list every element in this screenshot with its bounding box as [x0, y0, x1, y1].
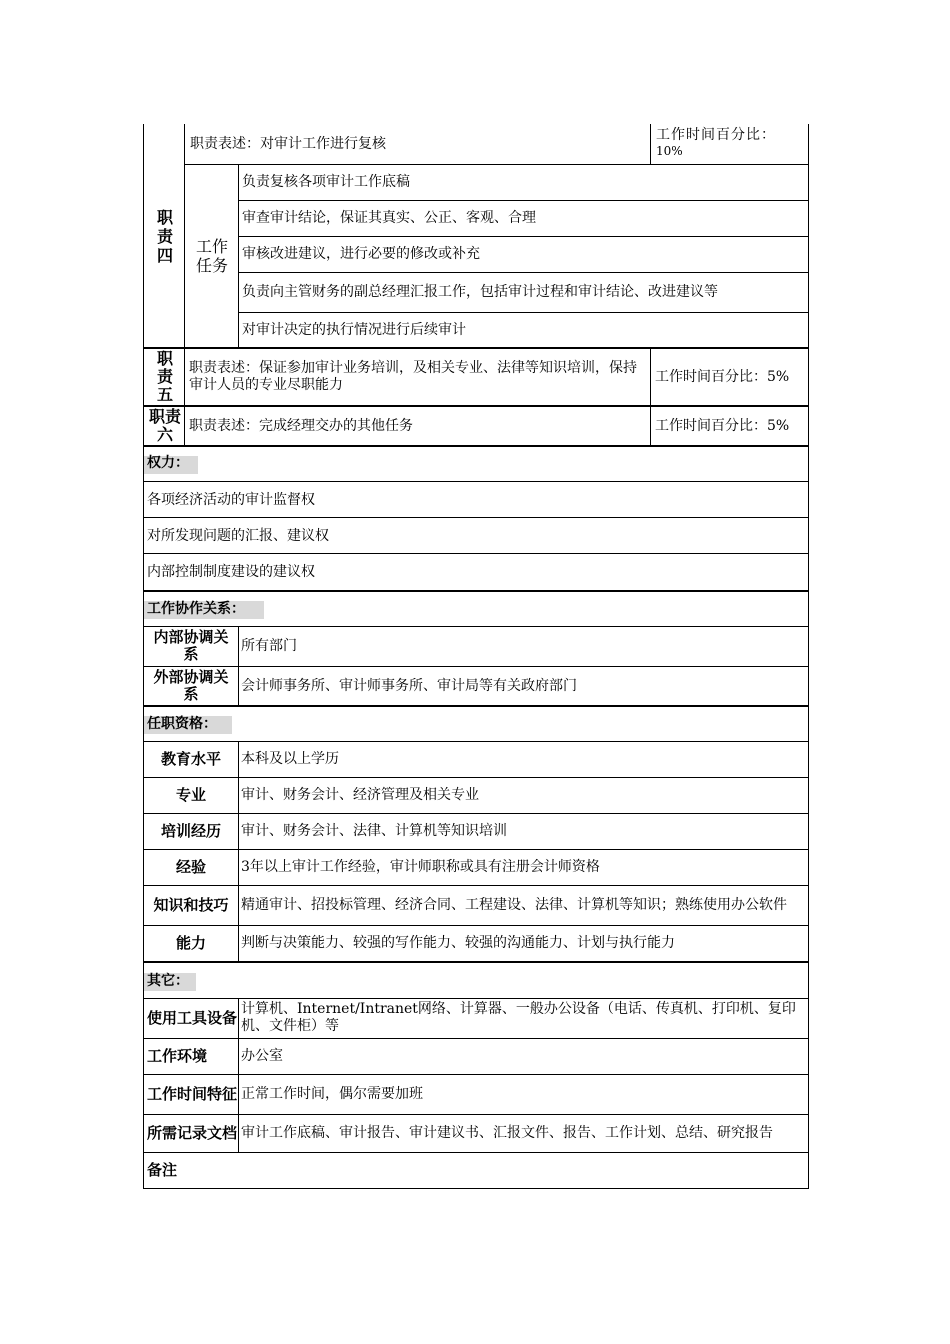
internal-relations-value: [238, 626, 808, 666]
qual-label-major: [144, 777, 238, 813]
qual-value-education-text: 本科及以上学历: [241, 750, 339, 767]
duty4-statement: [188, 124, 648, 164]
other-value-tools-text: 计算机、Internet/Intranet网络、计算器、一般办公设备（电话、传真机、打印机、复印机、文件柜）等: [241, 1001, 796, 1034]
other-label-tools: [144, 998, 238, 1038]
duty5-label-text: 职责五: [156, 349, 173, 404]
internal-relations-label-text: 内部协调关系: [153, 628, 229, 663]
qual-value-experience: [238, 849, 808, 885]
qual-label-ability: [144, 925, 238, 961]
qual-value-training: [238, 813, 808, 849]
authority-item-3-text: 内部控制制度建设的建议权: [147, 563, 315, 580]
duty5-time: [652, 348, 808, 406]
duty4-task-2: [240, 200, 806, 236]
duty4-time-value: 10%: [656, 144, 683, 158]
duty4-task-1-text: 负责复核各项审计工作底稿: [242, 173, 410, 190]
external-relations-label-text: 外部协调关系: [153, 668, 229, 703]
qual-label-experience-text: 经验: [175, 857, 206, 876]
other-label-documents: [144, 1114, 238, 1152]
other-value-worktime-text: 正常工作时间，偶尔需要加班: [241, 1085, 423, 1102]
qual-label-training: [144, 813, 238, 849]
other-label-worktime: [144, 1074, 238, 1114]
qualifications-title-text: 任职资格：: [147, 715, 217, 732]
other-title: [144, 964, 808, 998]
duty4-task-4: [240, 272, 806, 312]
authority-title: [144, 446, 808, 480]
duty4-task-3-text: 审核改进建议，进行必要的修改或补充: [242, 245, 480, 262]
duty5-statement: [186, 348, 650, 406]
qual-value-skills: [238, 885, 808, 925]
duty4-label: [148, 124, 182, 348]
duty4-statement-text: 职责表述：对审计工作进行复核: [190, 135, 386, 152]
duty6-label-text: 职责六: [148, 407, 181, 444]
external-relations-value-text: 会计师事务所、审计师事务所、审计局等有关政府部门: [241, 677, 577, 694]
qual-value-ability: [238, 925, 808, 961]
other-label-worktime-text: 工作时间特征: [147, 1084, 238, 1103]
qual-value-major-text: 审计、财务会计、经济管理及相关专业: [241, 786, 479, 803]
duty4-task-label-text: 工作任务: [196, 237, 229, 275]
relations-title-text: 工作协作关系：: [147, 600, 245, 617]
authority-item-2: [144, 518, 808, 554]
job-description-table: [143, 124, 809, 1189]
duty6-time: [652, 406, 808, 446]
duty6-time-text: 工作时间百分比：5%: [655, 417, 790, 434]
duty5-statement-text: 职责表述：保证参加审计业务培训，及相关专业、法律等知识培训，保持审计人员的专业尽职能力: [189, 360, 637, 393]
authority-item-1: [144, 482, 808, 518]
qual-label-education: [144, 741, 238, 777]
duty4-label-text: 职责四: [156, 207, 173, 265]
qualifications-title: [144, 707, 808, 741]
duty6-statement: [186, 406, 650, 446]
other-label-documents-text: 所需记录文档: [147, 1123, 238, 1142]
other-label-environment: [144, 1038, 238, 1074]
duty4-task-4-text: 负责向主管财务的副总经理汇报工作，包括审计过程和审计结论、改进建议等: [242, 283, 718, 300]
authority-title-text: 权力：: [147, 454, 189, 471]
authority-item-2-text: 对所发现问题的汇报、建议权: [147, 527, 329, 544]
duty4-task-label: [186, 164, 238, 348]
external-relations-label: [146, 666, 236, 706]
qual-label-skills: [144, 885, 238, 925]
other-value-worktime: [238, 1074, 808, 1114]
other-value-documents-text: 审计工作底稿、审计报告、审计建议书、汇报文件、报告、工作计划、总结、研究报告: [241, 1124, 773, 1141]
duty4-task-3: [240, 236, 806, 272]
other-value-environment: [238, 1038, 808, 1074]
internal-relations-label: [146, 626, 236, 666]
duty4-task-5-text: 对审计决定的执行情况进行后续审计: [242, 321, 466, 338]
authority-item-3: [144, 554, 808, 590]
duty4-task-2-text: 审查审计结论，保证其真实、公正、客观、合理: [242, 209, 536, 226]
qual-label-training-text: 培训经历: [160, 821, 221, 840]
relations-title: [144, 592, 808, 626]
duty4-task-1: [240, 164, 806, 200]
other-value-documents: [238, 1114, 808, 1152]
other-value-environment-text: 办公室: [241, 1047, 283, 1064]
authority-item-1-text: 各项经济活动的审计监督权: [147, 491, 315, 508]
duty6-statement-text: 职责表述：完成经理交办的其他任务: [189, 417, 413, 434]
qual-value-skills-text: 精通审计、招投标管理、经济合同、工程建设、法律、计算机等知识；熟练使用办公软件: [241, 896, 787, 913]
qual-value-education: [238, 741, 808, 777]
external-relations-value: [238, 666, 808, 706]
remarks-title: [144, 1152, 808, 1188]
other-label-environment-text: 工作环境: [147, 1046, 208, 1065]
duty4-time-label: 工作时间百分比：: [656, 127, 776, 143]
duty5-label: [148, 348, 182, 406]
qual-label-education-text: 教育水平: [160, 749, 221, 768]
internal-relations-value-text: 所有部门: [241, 637, 297, 654]
duty6-label: [146, 406, 184, 446]
other-title-text: 其它：: [147, 972, 189, 989]
qual-label-skills-text: 知识和技巧: [153, 895, 229, 914]
qual-label-ability-text: 能力: [175, 933, 206, 952]
duty4-time: [652, 124, 808, 164]
qual-value-ability-text: 判断与决策能力、较强的写作能力、较强的沟通能力、计划与执行能力: [241, 934, 675, 951]
other-value-tools: [238, 998, 808, 1038]
other-label-tools-text: 使用工具设备: [147, 1008, 238, 1027]
duty5-time-text: 工作时间百分比：5%: [655, 368, 790, 385]
qual-label-major-text: 专业: [175, 785, 206, 804]
qual-value-major: [238, 777, 808, 813]
duty4-task-5: [240, 312, 806, 348]
qual-value-training-text: 审计、财务会计、法律、计算机等知识培训: [241, 822, 507, 839]
remarks-title-text: 备注: [147, 1160, 178, 1179]
qual-label-experience: [144, 849, 238, 885]
qual-value-experience-text: 3年以上审计工作经验，审计师职称或具有注册会计师资格: [241, 858, 600, 875]
